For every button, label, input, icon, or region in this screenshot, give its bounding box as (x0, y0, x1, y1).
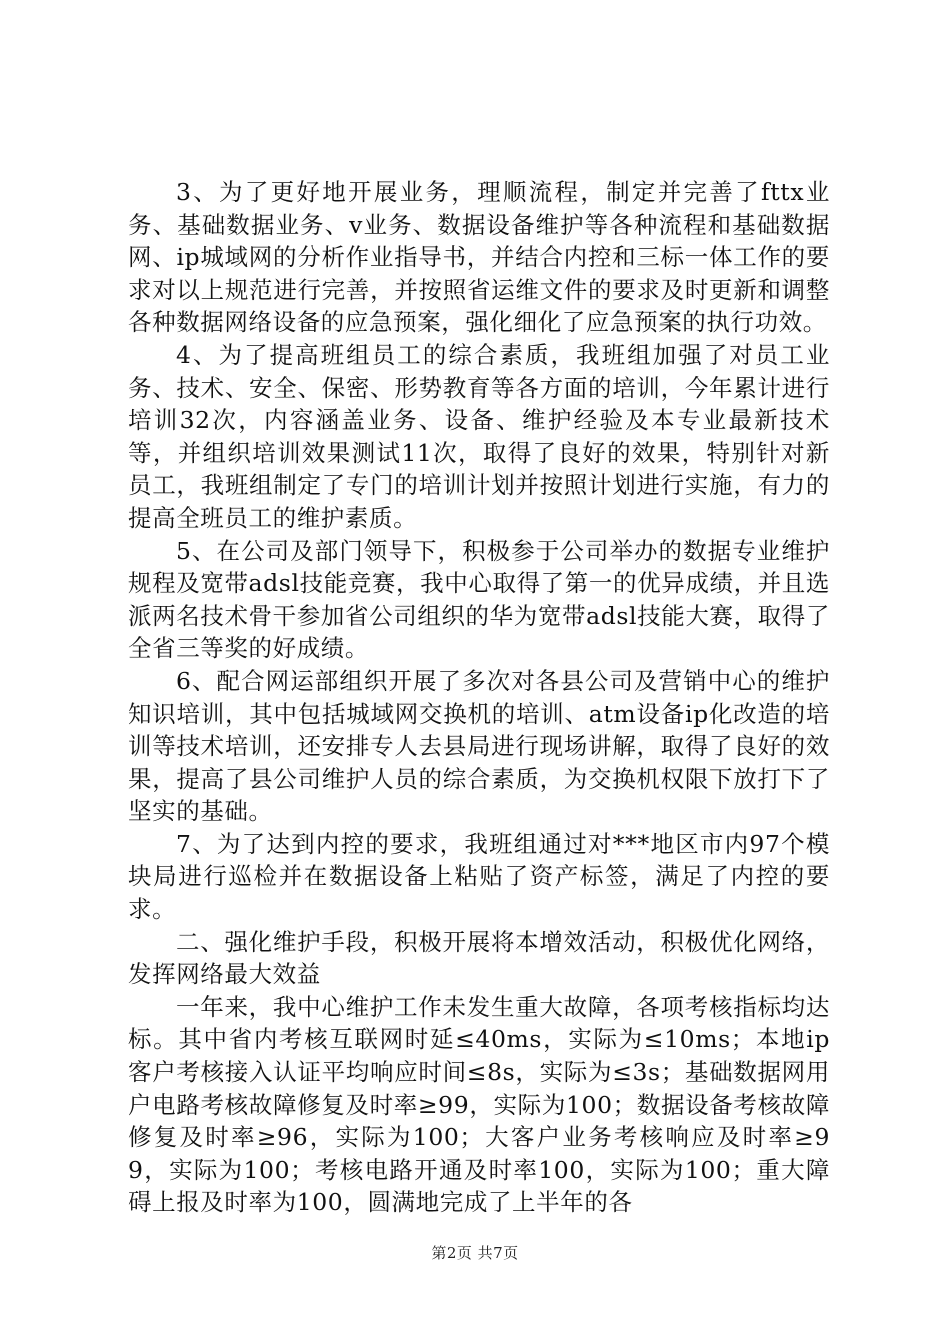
paragraph-item-4: 4、为了提高班组员工的综合素质，我班组加强了对员工业务、技术、安全、保密、形势教育等各方面的培训，今年累计进行培训32次，内容涵盖业务、设备、维护经验及本专业最新技术等，并组织培训效果测试11次，取得了良好的效果，特别针对新员工，我班组制定了专门的培训计划并按照计划进行实施，有力的提高全班员工的维护素质。 (128, 340, 830, 532)
document-body (128, 176, 830, 1219)
paragraph-item-7: 7、为了达到内控的要求，我班组通过对***地区市内97个模块局进行巡检并在数据设备上粘贴了资产标签，满足了内控的要求。 (128, 829, 830, 924)
paragraph-item-6: 6、配合网运部组织开展了多次对各县公司及营销中心的维护知识培训，其中包括城域网交换机的培训、atm设备ip化改造的培训等技术培训，还安排专人去县局进行现场讲解，取得了良好的效果，提高了县公司维护人员的综合素质，为交换机权限下放打下了坚实的基础。 (128, 666, 830, 826)
page-footer: 第2页 共7页 (431, 1244, 519, 1262)
paragraph-item-5: 5、在公司及部门领导下，积极参于公司举办的数据专业维护规程及宽带adsl技能竞赛，我中心取得了第一的优异成绩，并且选派两名技术骨干参加省公司组织的华为宽带adsl技能大赛，取得了全省三等奖的好成绩。 (128, 536, 830, 663)
paragraph-performance: 一年来，我中心维护工作未发生重大故障，各项考核指标均达标。其中省内考核互联网时延≤40ms，实际为≤10ms；本地ip客户考核接入认证平均响应时间≤8s，实际为≤3s；基础数据网用户电路考核故障修复及时率≥99，实际为100；数据设备考核故障修复及时率≥96，实际为100；大客户业务考核响应及时率≥99，实际为100；考核电路开通及时率100，实际为100；重大障碍上报及时率为100，圆满地完成了上半年的各 (128, 992, 830, 1217)
paragraph-item-3: 3、为了更好地开展业务，理顺流程，制定并完善了fttx业务、基础数据业务、v业务、数据设备维护等各种流程和基础数据网、ip城域网的分析作业指导书，并结合内控和三标一体工作的要求对以上规范进行完善，并按照省运维文件的要求及时更新和调整各种数据网络设备的应急预案，强化细化了应急预案的执行功效。 (128, 178, 830, 337)
section-heading-2: 二、强化维护手段，积极开展将本增效活动，积极优化网络，发挥网络最大效益 (128, 927, 830, 989)
